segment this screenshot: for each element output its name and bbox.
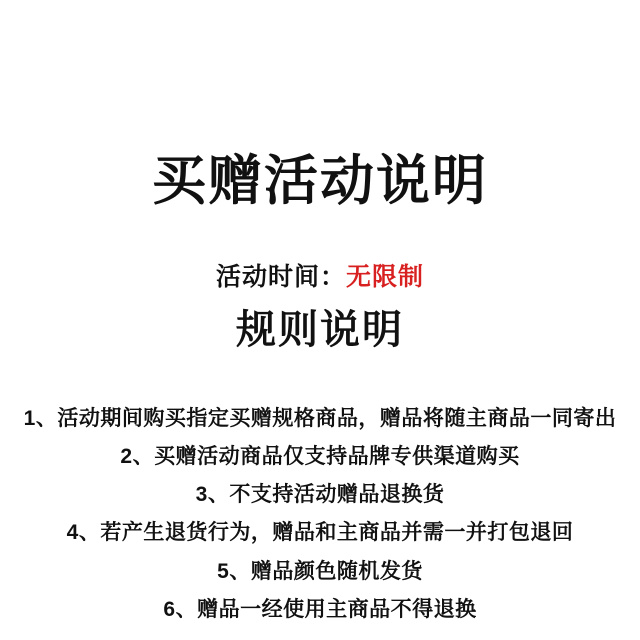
rule-item-3: 3、不支持活动赠品退换货 <box>195 483 445 507</box>
rules-section-title: 规则说明 <box>236 308 404 353</box>
activity-time-value: 无限制 <box>346 263 425 292</box>
page-title: 买赠活动说明 <box>152 151 488 212</box>
rule-item-1: 1、活动期间购买指定买赠规格商品，赠品将随主商品一同寄出 <box>23 406 617 430</box>
rule-item-2: 2、买赠活动商品仅支持品牌专供渠道购买 <box>120 444 520 468</box>
rule-item-5: 5、赠品颜色随机发货 <box>217 559 423 583</box>
activity-time-label: 活动时间： <box>215 263 346 292</box>
activity-time-line <box>216 262 424 292</box>
rule-item-4: 4、若产生退货行为，赠品和主商品并需一并打包退回 <box>66 521 574 545</box>
rules-list <box>0 400 640 630</box>
rule-item-6: 6、赠品一经使用主商品不得退换 <box>163 598 477 622</box>
